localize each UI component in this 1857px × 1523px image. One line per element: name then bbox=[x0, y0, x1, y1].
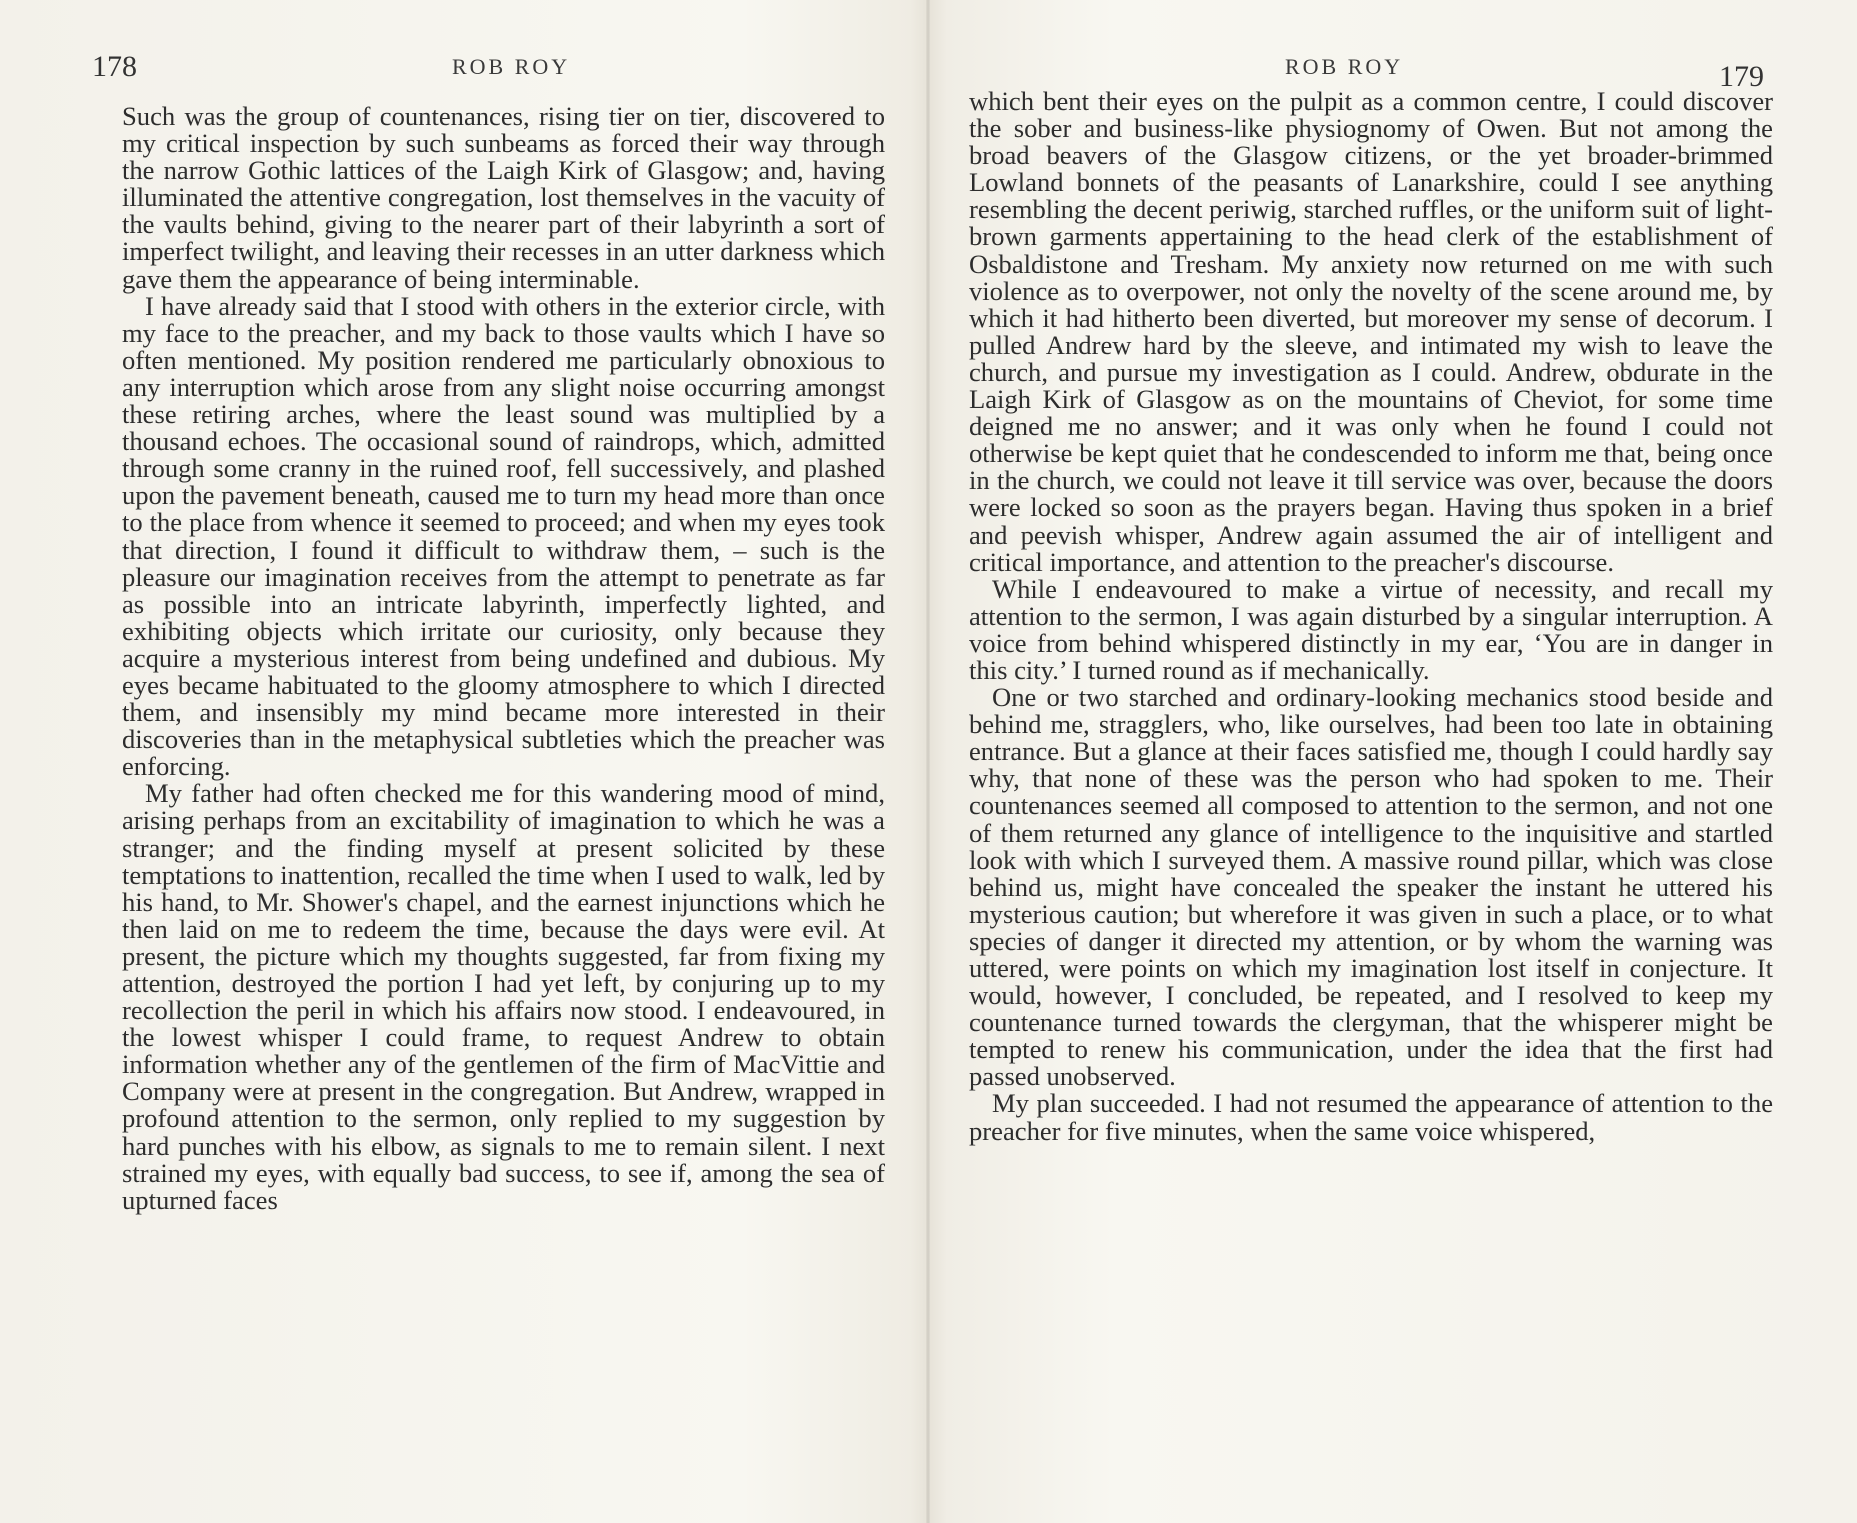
paragraph: My father had often checked me for this wandering mood of mind, arising perhaps from an excitability of imagination to which he was a stranger; and the finding myself at present solicited by these temptations to inattention, recalled the time when I used to walk, led by his hand, to Mr. Shower's chapel, and the earnest injunctions which he then laid on me to redeem the time, because the days were evil. At present, the picture which my thoughts suggested, far from fixing my attention, destroyed the portion I had yet left, by conjuring up to my recollection the peril in which his affairs now stood. I endeavoured, in the lowest whisper I could frame, to request Andrew to obtain information whether any of the gentlemen of the firm of MacVittie and Company were at present in the congregation. But Andrew, wrapped in profound attention to the sermon, only replied to my suggestion by hard punches with his elbow, as signals to me to remain silent. I next strained my eyes, with equally bad success, to see if, among the sea of upturned faces bbox=[122, 778, 885, 1215]
paragraph: which bent their eyes on the pulpit as a common centre, I could discover the sober and business-like physiognomy of Owen. But not among the broad beavers of the Glasgow citizens, or the yet broader-brimmed Lowland bonnets of the peasants of Lanarkshire, could I see anything resembling the decent periwig, starched ruffles, or the uniform suit of light-brown garments appertaining to the head clerk of the establishment of Osbaldistone and Tresham. My anxiety now returned on me with such violence as to overpower, not only the novelty of the scene around me, by which it had hitherto been diverted, but moreover my sense of decorum. I pulled Andrew hard by the sleeve, and intimated my wish to leave the church, and pursue my investigation as I could. Andrew, obdurate in the Laigh Kirk of Glasgow as on the mountains of Cheviot, for some time deigned me no answer; and it was only when he found I could not otherwise be kept quiet that he condescended to inform me that, being once in the church, we could not leave it till service was over, because the doors were locked so soon as the prayers began. Having thus spoken in a brief and peevish whisper, Andrew again assumed the air of intelligent and critical importance, and attention to the preacher's discourse. bbox=[969, 86, 1773, 577]
page-number: 179 bbox=[1719, 60, 1764, 93]
running-head: ROB ROY bbox=[452, 54, 571, 79]
body-text bbox=[969, 88, 1773, 1145]
paragraph: One or two starched and ordinary-looking mechanics stood beside and behind me, stragglers, who, like ourselves, had been too late in obtaining entrance. But a glance at their faces satisfied me, though I could hardly say why, that none of these was the person who had spoken to me. Their countenances seemed all composed to attention to the sermon, and not one of them returned any glance of intelligence to the inquisitive and startled look with which I surveyed them. A massive round pillar, which was close behind us, might have concealed the speaker the instant he uttered his mysterious caution; but wherefore it was given in such a place, or to what species of danger it directed my attention, or by whom the warning was uttered, were points on which my imagination lost itself in conjecture. It would, however, I concluded, be repeated, and I resolved to keep my countenance turned towards the clergyman, that the whisperer might be tempted to renew his communication, under the idea that the first had passed unobserved. bbox=[969, 682, 1773, 1092]
page-number: 178 bbox=[92, 50, 137, 83]
right-page bbox=[929, 0, 1857, 1523]
body-text bbox=[122, 103, 885, 1214]
paragraph: My plan succeeded. I had not resumed the appearance of attention to the preacher for five minutes, when the same voice whispered, bbox=[969, 1088, 1773, 1146]
paragraph: While I endeavoured to make a virtue of necessity, and recall my attention to the sermon, I was again disturbed by a singular interruption. A voice from behind whispered distinctly in my ear, ‘You are in danger in this city.’ I turned round as if mechanically. bbox=[969, 573, 1773, 685]
running-head: ROB ROY bbox=[1285, 54, 1404, 79]
paragraph: Such was the group of countenances, rising tier on tier, discovered to my critical inspection by such sunbeams as forced their way through the narrow Gothic lattices of the Laigh Kirk of Glasgow; and, having illuminated the attentive congregation, lost themselves in the vacuity of the vaults behind, giving to the nearer part of their labyrinth a sort of imperfect twilight, and leaving their recesses in an utter darkness which gave them the appearance of being interminable. bbox=[122, 101, 885, 294]
left-page bbox=[0, 0, 928, 1523]
paragraph: I have already said that I stood with others in the exterior circle, with my face to the preacher, and my back to those vaults which I have so often mentioned. My position rendered me particularly obnoxious to any interruption which arose from any slight noise occurring amongst these retiring arches, where the least sound was multiplied by a thousand echoes. The occasional sound of raindrops, which, admitted through some cranny in the ruined roof, fell successively, and plashed upon the pavement beneath, caused me to turn my head more than once to the place from whence it seemed to proceed; and when my eyes took that direction, I found it difficult to withdraw them, – such is the pleasure our imagination receives from the attempt to penetrate as far as possible into an intricate labyrinth, imperfectly lighted, and exhibiting objects which irritate our curiosity, only because they acquire a mysterious interest from being undefined and dubious. My eyes became habituated to the gloomy atmosphere to which I directed them, and insensibly my mind became more interested in their discoveries than in the metaphysical subtleties which the preacher was enforcing. bbox=[122, 290, 885, 782]
